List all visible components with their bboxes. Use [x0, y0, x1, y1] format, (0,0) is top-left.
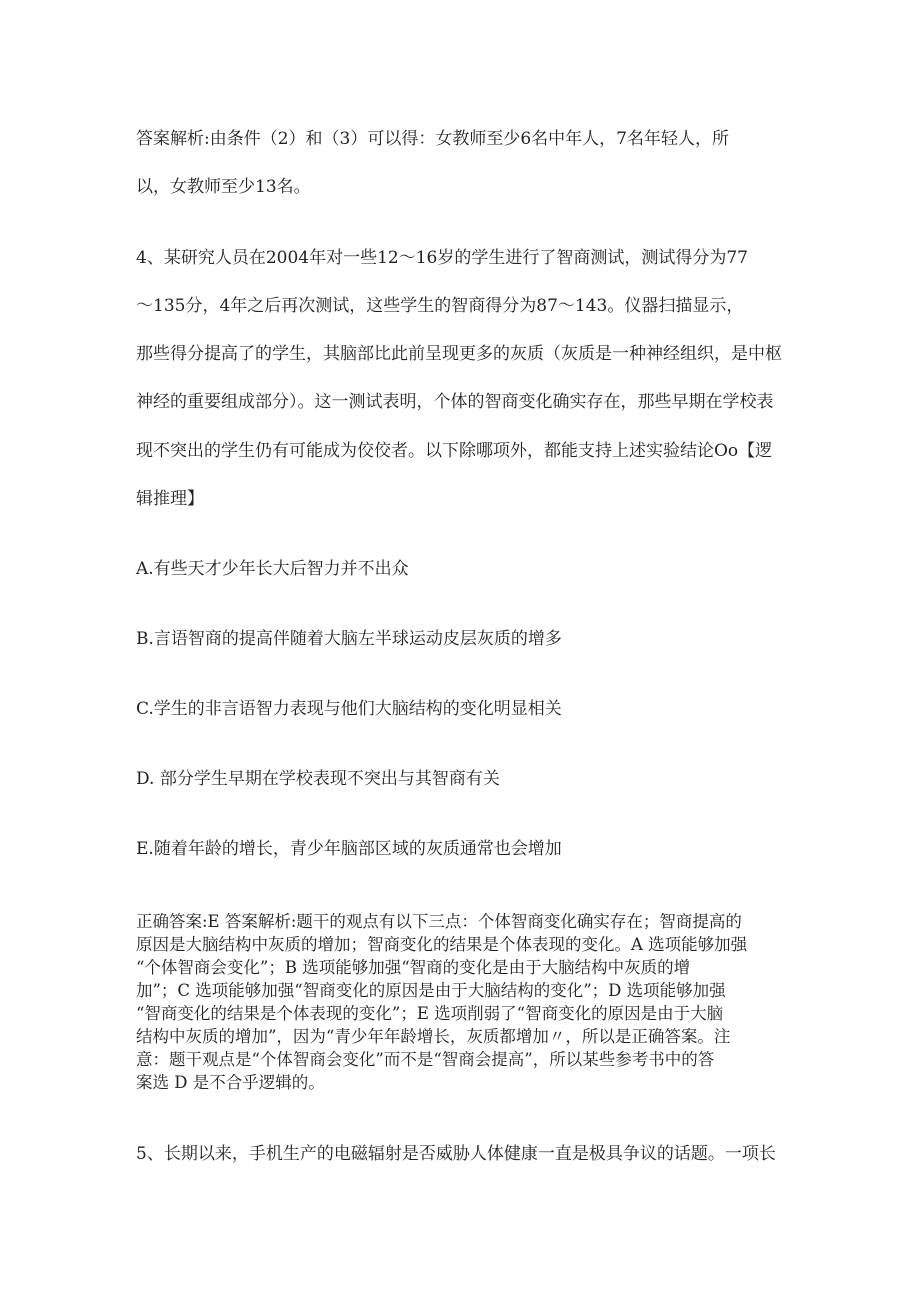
text-line: 案选 D 是不合乎逻辑的。 — [136, 1073, 325, 1092]
text-line: 原因是大脑结构中灰质的增加；智商变化的结果是个体表现的变化。A 选项能够加强 — [136, 935, 748, 954]
option-b: B.言语智商的提高伴随着大脑左半球运动皮层灰质的增多 — [136, 629, 562, 649]
text-line: “智商变化的结果是个体表现的变化”；E 选项削弱了“智商变化的原因是由于大脑 — [136, 1004, 724, 1023]
text-line: ～135分，4年之后再次测试，这些学生的智商得分为87～143。仪器扫描显示， — [136, 296, 744, 316]
text-line: 结构中灰质的增加”，因为“青少年年龄增长，灰质都增加〃，所以是正确答案。注 — [136, 1027, 731, 1046]
text-line: 现不突出的学生仍有可能成为佼佼者。以下除哪项外，都能支持上述实验结论Oo【逻 — [136, 441, 773, 461]
text-line: 辑推理】 — [136, 489, 204, 509]
option-d: D. 部分学生早期在学校表现不突出与其智商有关 — [136, 769, 500, 789]
text-line: 意：题干观点是“个体智商会变化”而不是“智商会提高”，所以某些参考书中的答 — [136, 1050, 715, 1069]
option-e: E.随着年龄的增长，青少年脑部区域的灰质通常也会增加 — [136, 839, 562, 859]
text-line: 那些得分提高了的学生，其脑部比此前呈现更多的灰质（灰质是一种神经组织，是中枢 — [136, 344, 782, 364]
text-line: 神经的重要组成部分）。这一测试表明，个体的智商变化确实存在，那些早期在学校表 — [136, 392, 774, 412]
text-line: 加”；C 选项能够加强“智商变化的原因是由于大脑结构的变化”；D 选项能够加强 — [136, 981, 726, 1000]
text-line: 以，女教师至少13名。 — [136, 177, 311, 197]
option-c: C.学生的非言语智力表现与他们大脑结构的变化明显相关 — [136, 699, 562, 719]
text-line: 5、长期以来，手机生产的电磁辐射是否威胁人体健康一直是极具争议的话题。一项长 — [136, 1144, 776, 1164]
text-line: 4、某研究人员在2004年对一些12～16岁的学生进行了智商测试，测试得分为77 — [136, 248, 748, 268]
text-line: 正确答案:E 答案解析:题干的观点有以下三点：个体智商变化确实存在；智商提高的 — [136, 912, 742, 931]
text-line: “个体智商会变化”；B 选项能够加强“智商的变化是由于大脑结构中灰质的增 — [136, 958, 691, 977]
option-a: A.有些天才少年长大后智力并不出众 — [136, 559, 409, 579]
text-line: 答案解析:由条件（2）和（3）可以得：女教师至少6名中年人，7名年轻人，所 — [136, 129, 729, 149]
